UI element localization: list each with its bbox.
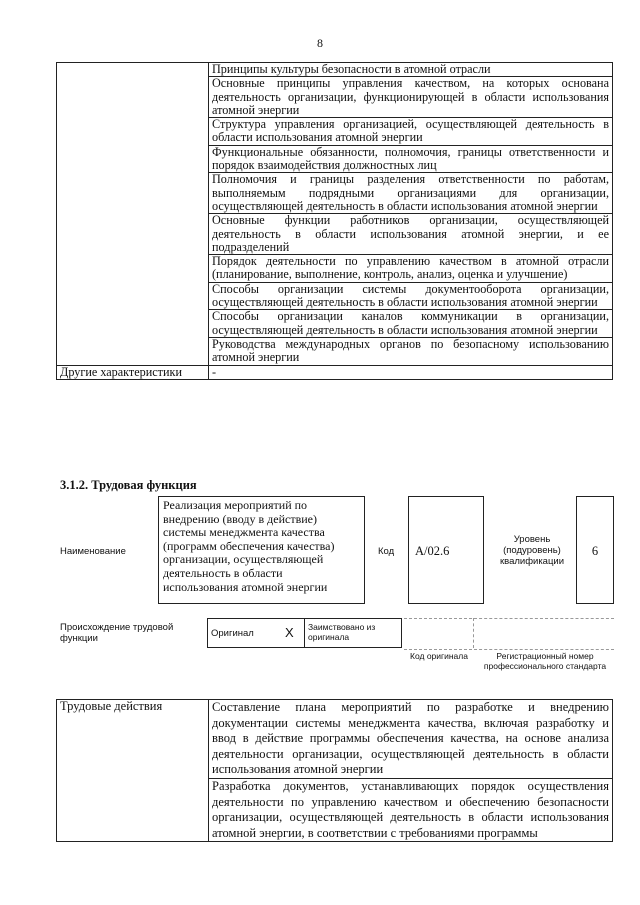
original-label: Оригинал [211, 628, 254, 639]
action-row [57, 700, 613, 779]
other-characteristics-row [57, 365, 613, 379]
section-title: 3.1.2. Трудовая функция [60, 478, 197, 492]
actions-label: Трудовые действия [57, 700, 209, 842]
reg-number-caption: Регистрационный номер профессионального стандарта [483, 651, 607, 671]
origin-label: Происхождение трудовой функции [60, 622, 174, 644]
function-name: Реализация мероприятий по внедрению (вводу в действие) системы менеджмента качества (программ обеспечения качества) организации, осуществляющей деятельность в области использования атомной энергии [163, 498, 335, 594]
knowledge-table [56, 62, 613, 380]
knowledge-item: Порядок деятельности по управлению качеством в атомной отрасли (планирование, выполнение, контроль, анализ, оценка и улучшение) [209, 255, 613, 283]
function-name-box [158, 496, 365, 604]
knowledge-item: Основные функции работников организации, осуществляющей деятельность в области использования атомной энергии, и ее подразделений [209, 214, 613, 255]
knowledge-label-cell [57, 63, 209, 366]
code-value: A/02.6 [415, 544, 450, 558]
knowledge-item: Основные принципы управления качеством, на которых основана деятельность организации, функционирующей в области использования атомной энергии [209, 77, 613, 118]
page-number: 8 [317, 36, 323, 50]
actions-table [56, 699, 613, 842]
level-value: 6 [591, 544, 599, 558]
knowledge-item: Руководства международных органов по безопасному использованию атомной энергии [209, 337, 613, 365]
borrowed-label: Заимствовано из оригинала [308, 622, 376, 642]
other-characteristics-value: - [209, 365, 613, 379]
code-original-caption: Код оригинала [410, 651, 468, 661]
original-mark: X [285, 625, 294, 640]
knowledge-item: Способы организации системы документооборота организации, осуществляющей деятельность в области использования атомной энергии [209, 282, 613, 310]
knowledge-item: Принципы культуры безопасности в атомной отрасли [209, 63, 613, 77]
knowledge-item: Структура управления организацией, осуществляющей деятельность в области использования атомной энергии [209, 118, 613, 146]
action-item: Разработка документов, устанавливающих порядок осуществления деятельности по управлению качеством и обеспечению безопасности организации, осуществляющей деятельность в области использования атомной энергии, в соответствии с требованиями программы [209, 778, 613, 841]
level-box [576, 496, 614, 604]
knowledge-item: Функциональные обязанности, полномочия, границы ответственности и порядок взаимодействия должностных лиц [209, 145, 613, 173]
knowledge-item: Полномочия и границы разделения ответственности по работам, выполняемым подрядными организациями для организации, осуществляющей деятельность в области использования атомной энергии [209, 173, 613, 214]
knowledge-row [57, 63, 613, 77]
level-label: Уровень (подуровень) квалификации [499, 534, 565, 567]
knowledge-item: Способы организации каналов коммуникации в организации, осуществляющей деятельность в области использования атомной энергии [209, 310, 613, 338]
other-characteristics-label: Другие характеристики [57, 365, 209, 379]
name-label: Наименование [60, 546, 126, 557]
code-box [408, 496, 484, 604]
action-item: Составление плана мероприятий по разработке и внедрению документации системы менеджмента качества, включая разработку и ввод в действие программы обеспечения качества, на основе анализа деятельности организации, осуществляющей деятельность в области использования атомной энергии [209, 700, 613, 779]
code-label: Код [378, 546, 395, 557]
